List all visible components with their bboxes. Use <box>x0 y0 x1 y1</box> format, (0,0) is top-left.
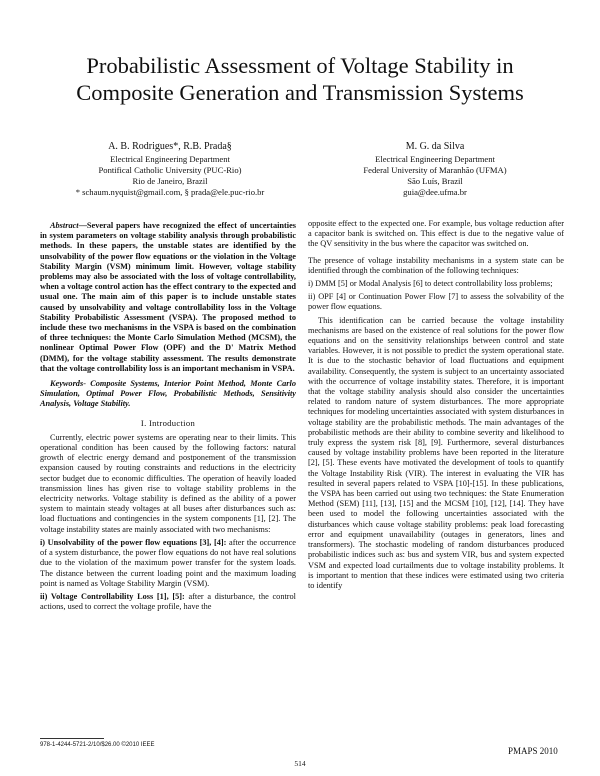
author-institution: Pontifical Catholic University (PUC-Rio) <box>98 165 242 175</box>
title-line-2: Composite Generation and Transmission Systems <box>76 80 524 105</box>
keywords-label: Keywords- <box>50 379 86 389</box>
author-institution: Federal University of Maranhão (UFMA) <box>363 165 507 175</box>
right-paragraph-5: This identification can be carried because the voltage instability mechanisms are based on the existence of real solutions for the power flow equations and on the sensitivity relationships between control and state variables. However, it is not possible to predict the system operational state. It is due to the stochastic behavior of load fluctuations and equipment availability. Consequently, the system is subject to an uncertainty associated with the occurrence of voltage instability states. Therefore, it is important that the voltage stability analysis should also consider the uncertainties related to random nature of system disturbances. The more appropriate techniques for modeling uncertainties associated with system disturbances in voltage stability are the probabilistic methods. The main advantages of the probabilistic methods are their ability to combine severity and likelihood to truly express the system risk [8], [9]. Furthermore, several disturbances caused by voltage instability problems have been reported in the literature [2], [5]. These events have motivated the development of tools to quantify the Voltage Instability Risk (VIR). The interest in evaluating the VIR has resulted in several papers related to VSPA [10]-[15]. In these publications, the VSPA has been carried out using two techniques: the State Enumeration Method (SEM) [11], [13], [15] and the MCSM [10], [12], [14]. They have been used to model the following uncertainties associated with the disturbances which cause voltage stability problems: peak load forecasting error and equipment unavailability (outages in generators, lines and transformers). The stochastic modeling of random disturbances produced probabilistic indices such as: bus and system VIR, bus and system expected VSM and expected load curtailments due to voltage instability problems. It is important to mention that these indices were estimated using two criteria to identify <box>308 315 564 590</box>
abstract <box>40 221 296 374</box>
author-city: Rio de Janeiro, Brazil <box>132 176 208 186</box>
abstract-label: Abstract <box>50 221 79 230</box>
right-column <box>308 219 564 594</box>
keywords-text: Composite Systems, Interior Point Method, Monte Carlo Simulation, Optimal Power Flow, Probabilistic Methods, Sensitivity Analysis, Voltage Stability. <box>40 379 296 409</box>
section-heading-introduction: I. Introduction <box>140 417 196 428</box>
author-email: guia@dee.ufma.br <box>403 187 467 197</box>
technique-item-2: ii) OPF [4] or Continuation Power Flow [7] to assess the solvability of the power flow equations. <box>308 292 564 312</box>
intro-paragraph-2 <box>40 538 296 589</box>
author-block-right <box>310 140 560 198</box>
abstract-text: —Several papers have recognized the effect of uncertainties in system parameters on voltage stability analysis through probabilistic methods. In these papers, the unstable states are identified by the unsolvability of the power flow equations or the violation in the Voltage Stability Margin (VSM) minimum limit. However, voltage stability problems may also be associated with the loss of voltage controllability, when a voltage control action has the effect contrary to the expected and usual one. The main aim of this paper is to include unstable states caused by unsolvability and voltage controllability loss in the Voltage Stability Probabilistic Assessment (VSPA). The proposed method to include these two mechanisms in the VSPA is based on the combination of three techniques: the Monte Carlo Simulation Method (MCSM), the nonlinear Optimal Power Flow (OPF) and the D' Matrix Method (DMM), for the voltage stability assessment. The results demonstrate that the voltage controllability loss is an important mechanism in VSPA. <box>40 221 296 373</box>
isbn-footnote: 978-1-4244-5721-2/10/$26.00 ©2010 IEEE <box>40 742 155 748</box>
footnote-rule <box>40 738 104 739</box>
author-emails: * schaum.nyquist@gmail.com, § prada@ele.puc-rio.br <box>75 187 265 197</box>
mechanism-2-text: after a disturbance, the control actions, used to correct the voltage profile, have the <box>40 591 296 612</box>
mechanism-2-label: ii) Voltage Controllability Loss [1], [5]: <box>40 591 185 601</box>
left-column <box>40 221 296 615</box>
technique-item-1: i) DMM [5] or Modal Analysis [6] to detect controllability loss problems; <box>308 279 553 289</box>
author-names: M. G. da Silva <box>405 141 465 152</box>
keywords <box>40 379 296 410</box>
page-number: 514 <box>294 759 306 768</box>
right-paragraph-1: opposite effect to the expected one. For example, bus voltage reduction after a capacitor bank is switched on. This effect is due to the negative value of the QV sensitivity in the bus where the capacitor was switched on. <box>308 219 564 249</box>
paper-title <box>40 52 560 106</box>
author-block-left <box>40 140 300 198</box>
author-department: Electrical Engineering Department <box>375 154 495 164</box>
title-line-1: Probabilistic Assessment of Voltage Stability in <box>86 53 514 78</box>
mechanism-1-text: after the occurrence of a system disturbance, the power flow equations do not have real solutions due to the violation of the maximum power transfer for the system loads. The distance between the current loading point and the maximum loading point is named as Voltage Stability Margin (VSM). <box>40 537 296 588</box>
right-paragraph-2: The presence of voltage instability mechanisms in a system state can be identified through the combination of the following techniques: <box>308 255 564 275</box>
conference-label: PMAPS 2010 <box>508 746 558 756</box>
author-city: São Luís, Brazil <box>407 176 463 186</box>
intro-paragraph-1: Currently, electric power systems are operating near to their limits. This operational condition has been caused by the following factors: natural growth of electric energy demand and postponement of the transmission expansion caused by routing constraints and reductions in the electricity sector budget due to economic difficulties. The operation of heavily loaded transmission lines has given rise to voltage stability problems in the electricity networks. Voltage stability is defined as the ability of a power system to maintain steady voltages at all buses after disturbances such as: load fluctuations and contingencies in the system components [1], [2]. The voltage instability states are mainly associated with two mechanisms: <box>40 432 296 534</box>
mechanism-1-label: i) Unsolvability of the power flow equations [3], [4]: <box>40 537 227 547</box>
author-names: A. B. Rodrigues*, R.B. Prada§ <box>108 141 232 152</box>
author-department: Electrical Engineering Department <box>110 154 230 164</box>
intro-paragraph-3 <box>40 592 296 612</box>
